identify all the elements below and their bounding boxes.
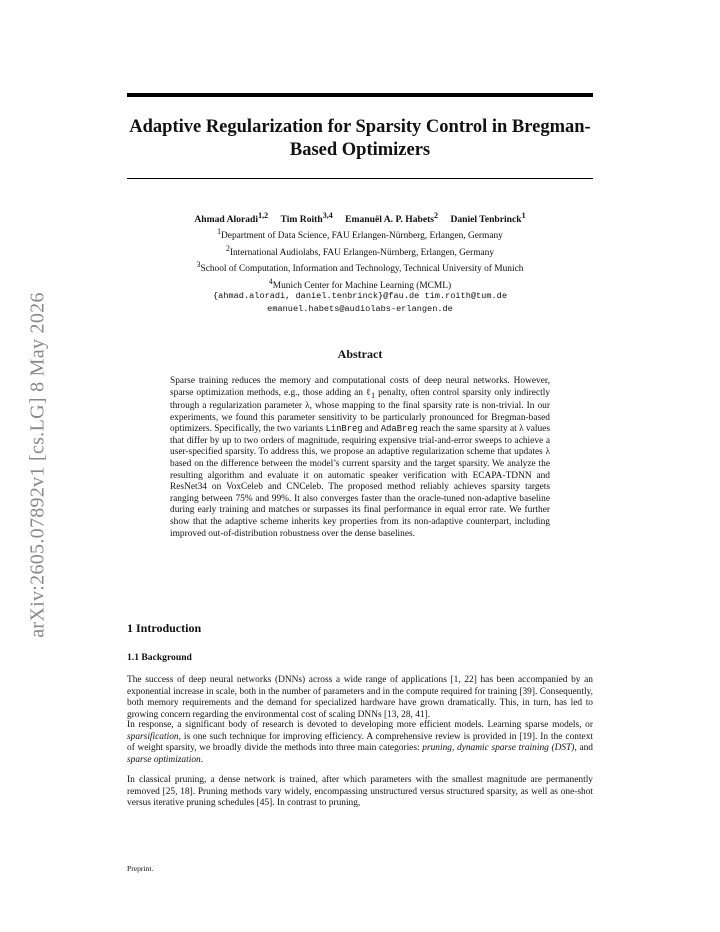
affiliation: $^4$Munich Center for Machine Learning (MCML) — [268, 276, 452, 291]
email-line: emanuel.habets@audiolabs-erlangen.de — [267, 303, 453, 314]
author-list — [127, 211, 593, 225]
author: Ahmad Aloradi$^{1,2}$ — [194, 211, 269, 226]
author: Tim Roith$^{3,4}$ — [280, 211, 333, 226]
affiliation: $^2$International Audiolabs, FAU Erlangen-Nürnberg, Erlangen, Germany — [225, 243, 495, 258]
author: Daniel Tenbrinck$^1$ — [450, 211, 526, 226]
paragraph-2: In response, a significant body of research is devoted to developing more efficient models. Learning sparse models, or sparsification, is one such technique for improving efficiency. A comprehensive review is provided in [19]. In the context of weight sparsity, we broadly divide the methods into three main categories: pruning, dynamic sparse training (DST), and sparse optimization. — [127, 720, 593, 765]
author-emails — [127, 290, 593, 315]
abstract-heading: Abstract — [337, 347, 383, 361]
email-line: {ahmad.aloradi, daniel.tenbrinck}@fau.de tim.roith@tum.de — [213, 291, 507, 301]
footer-note: Preprint. — [127, 864, 154, 873]
paragraph-3: In classical pruning, a dense network is trained, after which parameters with the smallest magnitude are permanently removed [25, 18]. Pruning methods vary widely, encompassing unstructured versus structured sparsity, as well as one-shot versus iterative pruning schedules [45]. In contrast to pruning, — [127, 775, 593, 808]
author: Emanuël A. P. Habets$^2$ — [345, 211, 439, 226]
arxiv-sidebar — [18, 260, 58, 670]
code-linbreg: LinBreg — [325, 424, 363, 435]
section-heading: 1 Introduction — [127, 621, 202, 635]
arxiv-identifier: arXiv:2605.07892v1 [cs.LG] 8 May 2026 — [26, 292, 49, 638]
title-rule — [127, 178, 593, 179]
affiliation: $^3$School of Computation, Information and Technology, Technical University of Munich — [196, 260, 524, 275]
code-adabreg: AdaBreg — [380, 424, 418, 435]
paragraph-1: The success of deep neural networks (DNNs) across a wide range of applications [1, 22] has been accompanied by an exponential increase in scale, both in the number of parameters and in the compute required for training [39]. Consequently, both memory requirements and the demand for specialized hardware have grown dramatically. This, in turn, has led to growing concern regarding the environmental cost of scaling DNNs [13, 28, 41]. — [127, 675, 593, 720]
affiliation: $^1$Department of Data Science, FAU Erlangen-Nürnberg, Erlangen, Germany — [217, 227, 503, 242]
top-rule — [127, 93, 593, 97]
abstract-text: Sparse training reduces the memory and computational costs of deep neural networks. However, sparse optimization methods, e.g., those adding an ℓ$_1$ penalty, often control sparsity only indirectly through a regularization parameter λ, whose mapping to the final sparsity rate is non-trivial. In our experiments, we found this parameter sensitivity to be particularly pronounced for Bregman-based optimizers. Specifically, the two variants LinBreg and AdaBreg reach the same sparsity at λ values that differ by up to two orders of magnitude, requiring expensive trial-and-error sweeps to achieve a user-specified sparsity. To address this, we propose an adaptive regularization scheme that updates λ based on the difference between the model’s current sparsity and the target sparsity. We analyze the resulting algorithm and evaluate it on automatic speaker verification with ECAPA-TDNN and ResNet34 on VoxCeleb and CNCeleb. The proposed method reliably achieves sparsity targets ranging between 75% and 99%. It also converges faster than the oracle-tuned non-adaptive baseline during early training and matches or surpasses its final performance in equal error rate. We further show that the adaptive scheme inherits key properties from its non-adaptive counterpart, including improved out-of-distribution robustness over the dense baselines. — [170, 376, 551, 539]
paper-title: Adaptive Regularization for Sparsity Control in Bregman-Based Optimizers — [129, 117, 591, 160]
affiliations — [107, 226, 613, 293]
subsection-heading: 1.1 Background — [127, 652, 192, 663]
